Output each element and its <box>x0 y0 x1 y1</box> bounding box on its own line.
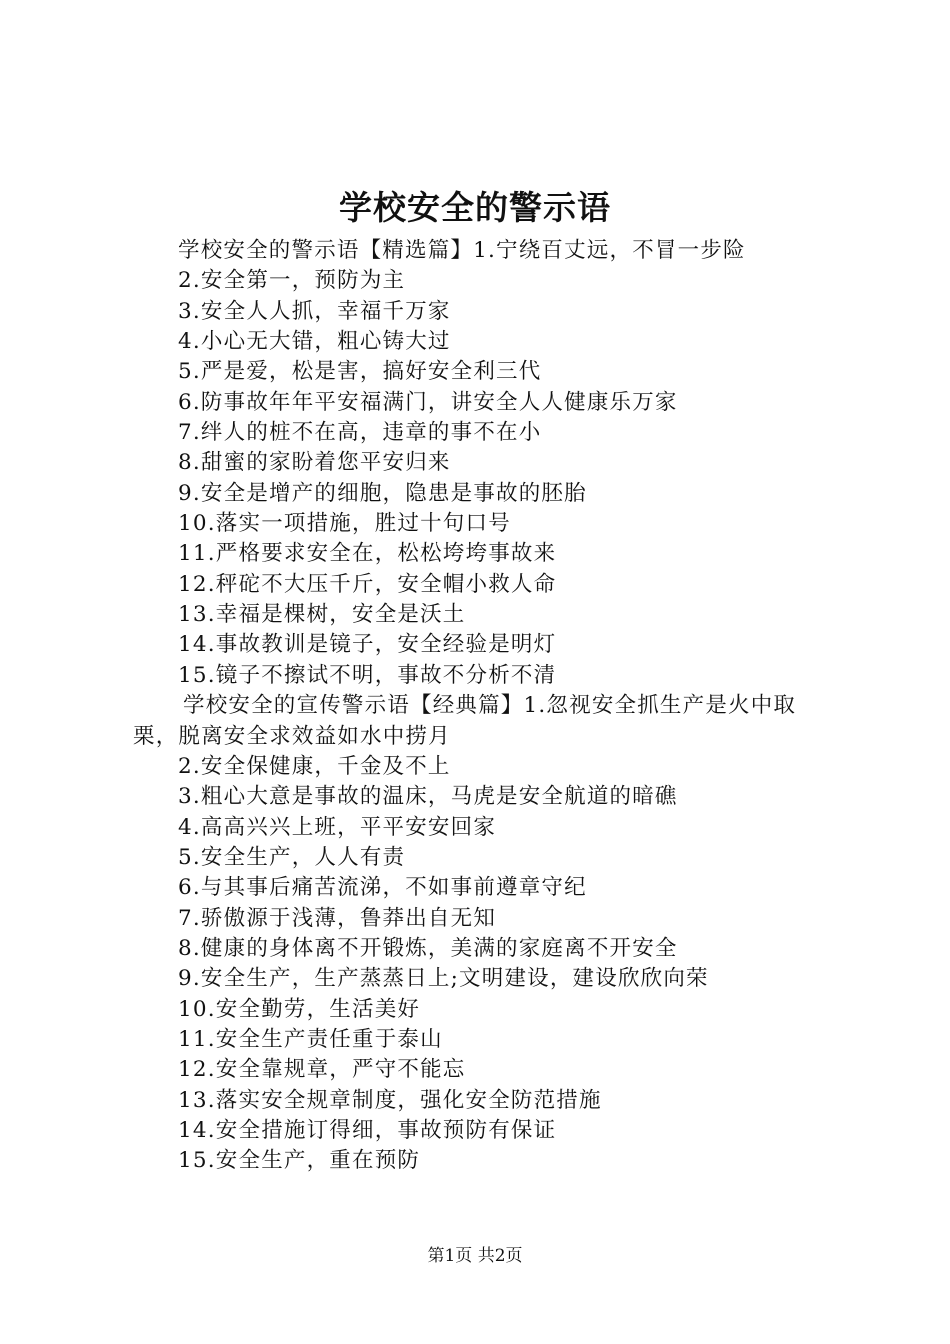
section2-item: 15.安全生产，重在预防 <box>178 1148 421 1174</box>
section1-item: 8.甜蜜的家盼着您平安归来 <box>178 450 451 476</box>
section1-item: 9.安全是增产的细胞，隐患是事故的胚胎 <box>178 480 587 506</box>
section2-item: 8.健康的身体离不开锻炼，美满的家庭离不开安全 <box>178 935 678 961</box>
section2-item: 11.安全生产责任重于泰山 <box>178 1026 443 1052</box>
section1-item: 15.镜子不擦试不明，事故不分析不清 <box>178 662 557 688</box>
section2-item: 12.安全靠规章，严守不能忘 <box>178 1057 466 1083</box>
section1-item: 14.事故教训是镜子，安全经验是明灯 <box>178 632 557 658</box>
section1-item: 3.安全人人抓，幸福千万家 <box>178 298 451 324</box>
section2-item: 7.骄傲源于浅薄，鲁莽出自无知 <box>178 905 497 931</box>
section1-item: 12.秤砣不大压千斤，安全帽小救人命 <box>178 571 557 597</box>
page-footer: 第1页 共2页 <box>427 1246 523 1266</box>
section2-intro: 学校安全的宣传警示语【经典篇】1.忽视安全抓生产是火中取栗，脱离安全求效益如水中捞月 <box>133 693 797 749</box>
section1-item: 6.防事故年年平安福满门，讲安全人人健康乐万家 <box>178 389 678 415</box>
document-body <box>133 236 833 1177</box>
section2-item: 13.落实安全规章制度，强化安全防范措施 <box>178 1087 602 1113</box>
section1-item: 10.落实一项措施，胜过十句口号 <box>178 511 511 537</box>
section1-item: 2.安全第一，预防为主 <box>178 268 406 294</box>
section2-list <box>133 752 833 1177</box>
section1-item: 11.严格要求安全在，松松垮垮事故来 <box>178 541 557 567</box>
section2-item: 9.安全生产，生产蒸蒸日上;文明建设，建设欣欣向荣 <box>178 966 709 992</box>
section2-item: 6.与其事后痛苦流涕，不如事前遵章守纪 <box>178 875 587 901</box>
section1-item: 13.幸福是棵树，安全是沃土 <box>178 602 466 628</box>
page-title: 学校安全的警示语 <box>339 188 611 227</box>
section1-item: 4.小心无大错，粗心铸大过 <box>178 329 451 355</box>
section1-list <box>133 266 833 691</box>
section1-intro: 学校安全的警示语【精选篇】1.宁绕百丈远，不冒一步险 <box>178 238 746 263</box>
section1-item: 5.严是爱，松是害，搞好安全利三代 <box>178 359 542 385</box>
section1-item: 7.绊人的桩不在高，违章的事不在小 <box>178 420 542 446</box>
section2-item: 3.粗心大意是事故的温床，马虎是安全航道的暗礁 <box>178 784 678 810</box>
section2-item: 2.安全保健康，千金及不上 <box>178 753 451 779</box>
section2-item: 10.安全勤劳，生活美好 <box>178 996 421 1022</box>
section2-item: 14.安全措施订得细，事故预防有保证 <box>178 1117 557 1143</box>
section2-item: 4.高高兴兴上班，平平安安回家 <box>178 814 497 840</box>
section2-item: 5.安全生产，人人有责 <box>178 844 406 870</box>
